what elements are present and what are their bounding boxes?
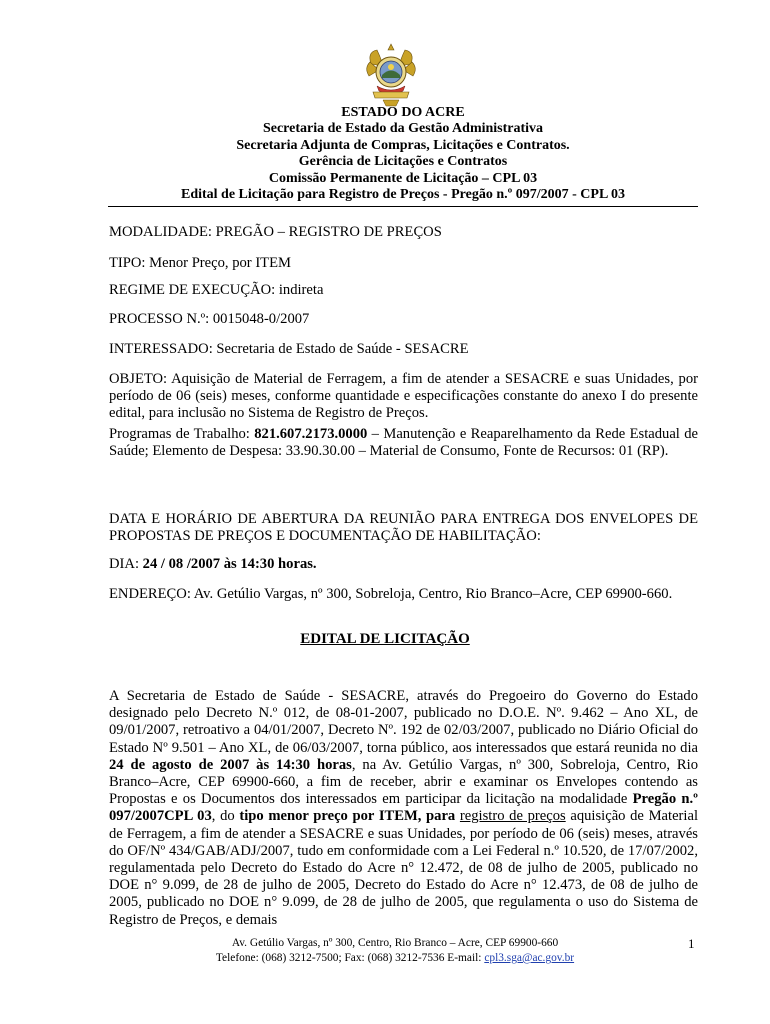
- field-data-horario: DATA E HORÁRIO DE ABERTURA DA REUNIÃO PARA ENTREGA DOS ENVELOPES DE PROPOSTAS DE PREÇOS E DOCUMENTAÇÃO DE HABILITAÇÃO:: [109, 511, 698, 545]
- field-dia: [109, 556, 698, 573]
- body-text: , do: [211, 808, 240, 825]
- programas-description: – Manutenção e Reaparelhamento da Rede Estadual de Saúde; Elemento de Despesa: 33.90.30.00 – Material de Consumo, Fonte de Recursos: 01 (RP).: [109, 426, 698, 460]
- programas-code: 821.607.2173.0000: [254, 426, 368, 442]
- field-regime: REGIME DE EXECUÇÃO: indireta: [109, 282, 324, 298]
- header-edital-title: Edital de Licitação para Registro de Preços - Pregão n.º 097/2007 - CPL 03: [180, 187, 626, 203]
- dia-value: 24 / 08 /2007 às 14:30 horas.: [142, 556, 317, 572]
- edital-title: EDITAL DE LICITAÇÃO: [300, 631, 470, 647]
- body-tipo-bold: tipo menor preço por ITEM, para: [239, 808, 456, 825]
- body-text: aquisição de Material de Ferragem, a fim de atender a SESACRE e suas Unidades, por período de 06 (seis) meses, através do OF/Nº 434/GAB/ADJ/2007, tudo em conformidade com a Lei Federal n.º 10.520, de 17/07/2002, regulamentada pelo Decreto do Estado do Acre n° 12.472, de 08 de julho de 2005, publicado no DOE n° 9.099, de 28 de julho de 2005, Decreto do Estado do Acre n° 12.473, de 08 de julho de 2005, publicado no DOE n° 9.099, de 28 de julho de 2005, que regulamenta o uso do Sistema de Registro de Preços, e demais: [109, 808, 698, 928]
- field-tipo: TIPO: Menor Preço, por ITEM: [109, 255, 291, 271]
- body-pregao-bold: Pregão n.º 097/2007CPL 03: [109, 791, 698, 825]
- page-number: 1: [688, 936, 695, 951]
- field-modalidade: MODALIDADE: PREGÃO – REGISTRO DE PREÇOS: [109, 224, 442, 240]
- state-coat-of-arms-seal: [363, 42, 419, 108]
- body-registro-underlined: registro de preços: [459, 808, 566, 825]
- footer-phone-fax: Telefone: (068) 3212-7500; Fax: (068) 3212-7536 E-mail:: [215, 952, 485, 964]
- field-interessado: INTERESSADO: Secretaria de Estado de Saúde - SESACRE: [109, 341, 469, 357]
- header-management: Gerência de Licitações e Contratos: [298, 154, 508, 170]
- body-text: , na Av. Getúlio Vargas, nº 300, Sobreloja, Centro, Rio Branco–Acre, CEP 69900-660, a fim de receber, abrir e examinar os Envelopes contendo as Propostas e os Documentos dos interessados em participar da licitação na modalidade: [109, 756, 699, 808]
- header-adjunct-secretariat: Secretaria Adjunta de Compras, Licitações e Contratos.: [236, 137, 570, 153]
- field-programas: [109, 426, 698, 460]
- body-date-bold: 24 de agosto de 2007 às 14:30 horas: [109, 756, 352, 773]
- field-endereco: ENDEREÇO: Av. Getúlio Vargas, nº 300, Sobreloja, Centro, Rio Branco–Acre, CEP 69900-660.: [109, 586, 673, 602]
- header-state-name: ESTADO DO ACRE: [341, 105, 465, 120]
- edital-body-paragraph: [109, 688, 698, 929]
- programas-label: Programas de Trabalho:: [109, 426, 255, 442]
- body-text: A Secretaria de Estado de Saúde - SESACRE, através do Pregoeiro do Governo do Estado designado pelo Decreto N.º 012, de 08-01-2007, publicado no D.O.E. Nº. 9.462 – Ano XL, de 09/01/2007, retroativo a 04/01/2007, Decreto Nº. 192 de 02/03/2007, publicado no Diário Oficial do Estado Nº 9.501 – Ano XL, de 06/03/2007, torna público, aos interessados que estará reunida no dia: [109, 688, 698, 756]
- header-commission: Comissão Permanente de Licitação – CPL 03: [268, 170, 538, 186]
- field-processo: PROCESSO N.º: 0015048-0/2007: [109, 311, 310, 327]
- page-footer: [130, 936, 660, 966]
- field-objeto: OBJETO: Aquisição de Material de Ferragem, a fim de atender a SESACRE e suas Unidades, por período de 06 (seis) meses, conforme quantidade e especificações constante do anexo I do presente edital, para inclusão no Sistema de Registro de Preços.: [109, 371, 698, 422]
- document-header: [108, 105, 698, 203]
- header-secretariat: Secretaria de Estado da Gestão Administrativa: [262, 121, 544, 137]
- header-divider: [108, 206, 698, 207]
- footer-email-link[interactable]: cpl3.sga@ac.gov.br: [484, 952, 575, 964]
- footer-contacts: [130, 951, 660, 966]
- footer-address: Av. Getúlio Vargas, nº 300, Centro, Rio Branco – Acre, CEP 69900-660: [231, 937, 559, 949]
- dia-label: DIA:: [109, 556, 143, 572]
